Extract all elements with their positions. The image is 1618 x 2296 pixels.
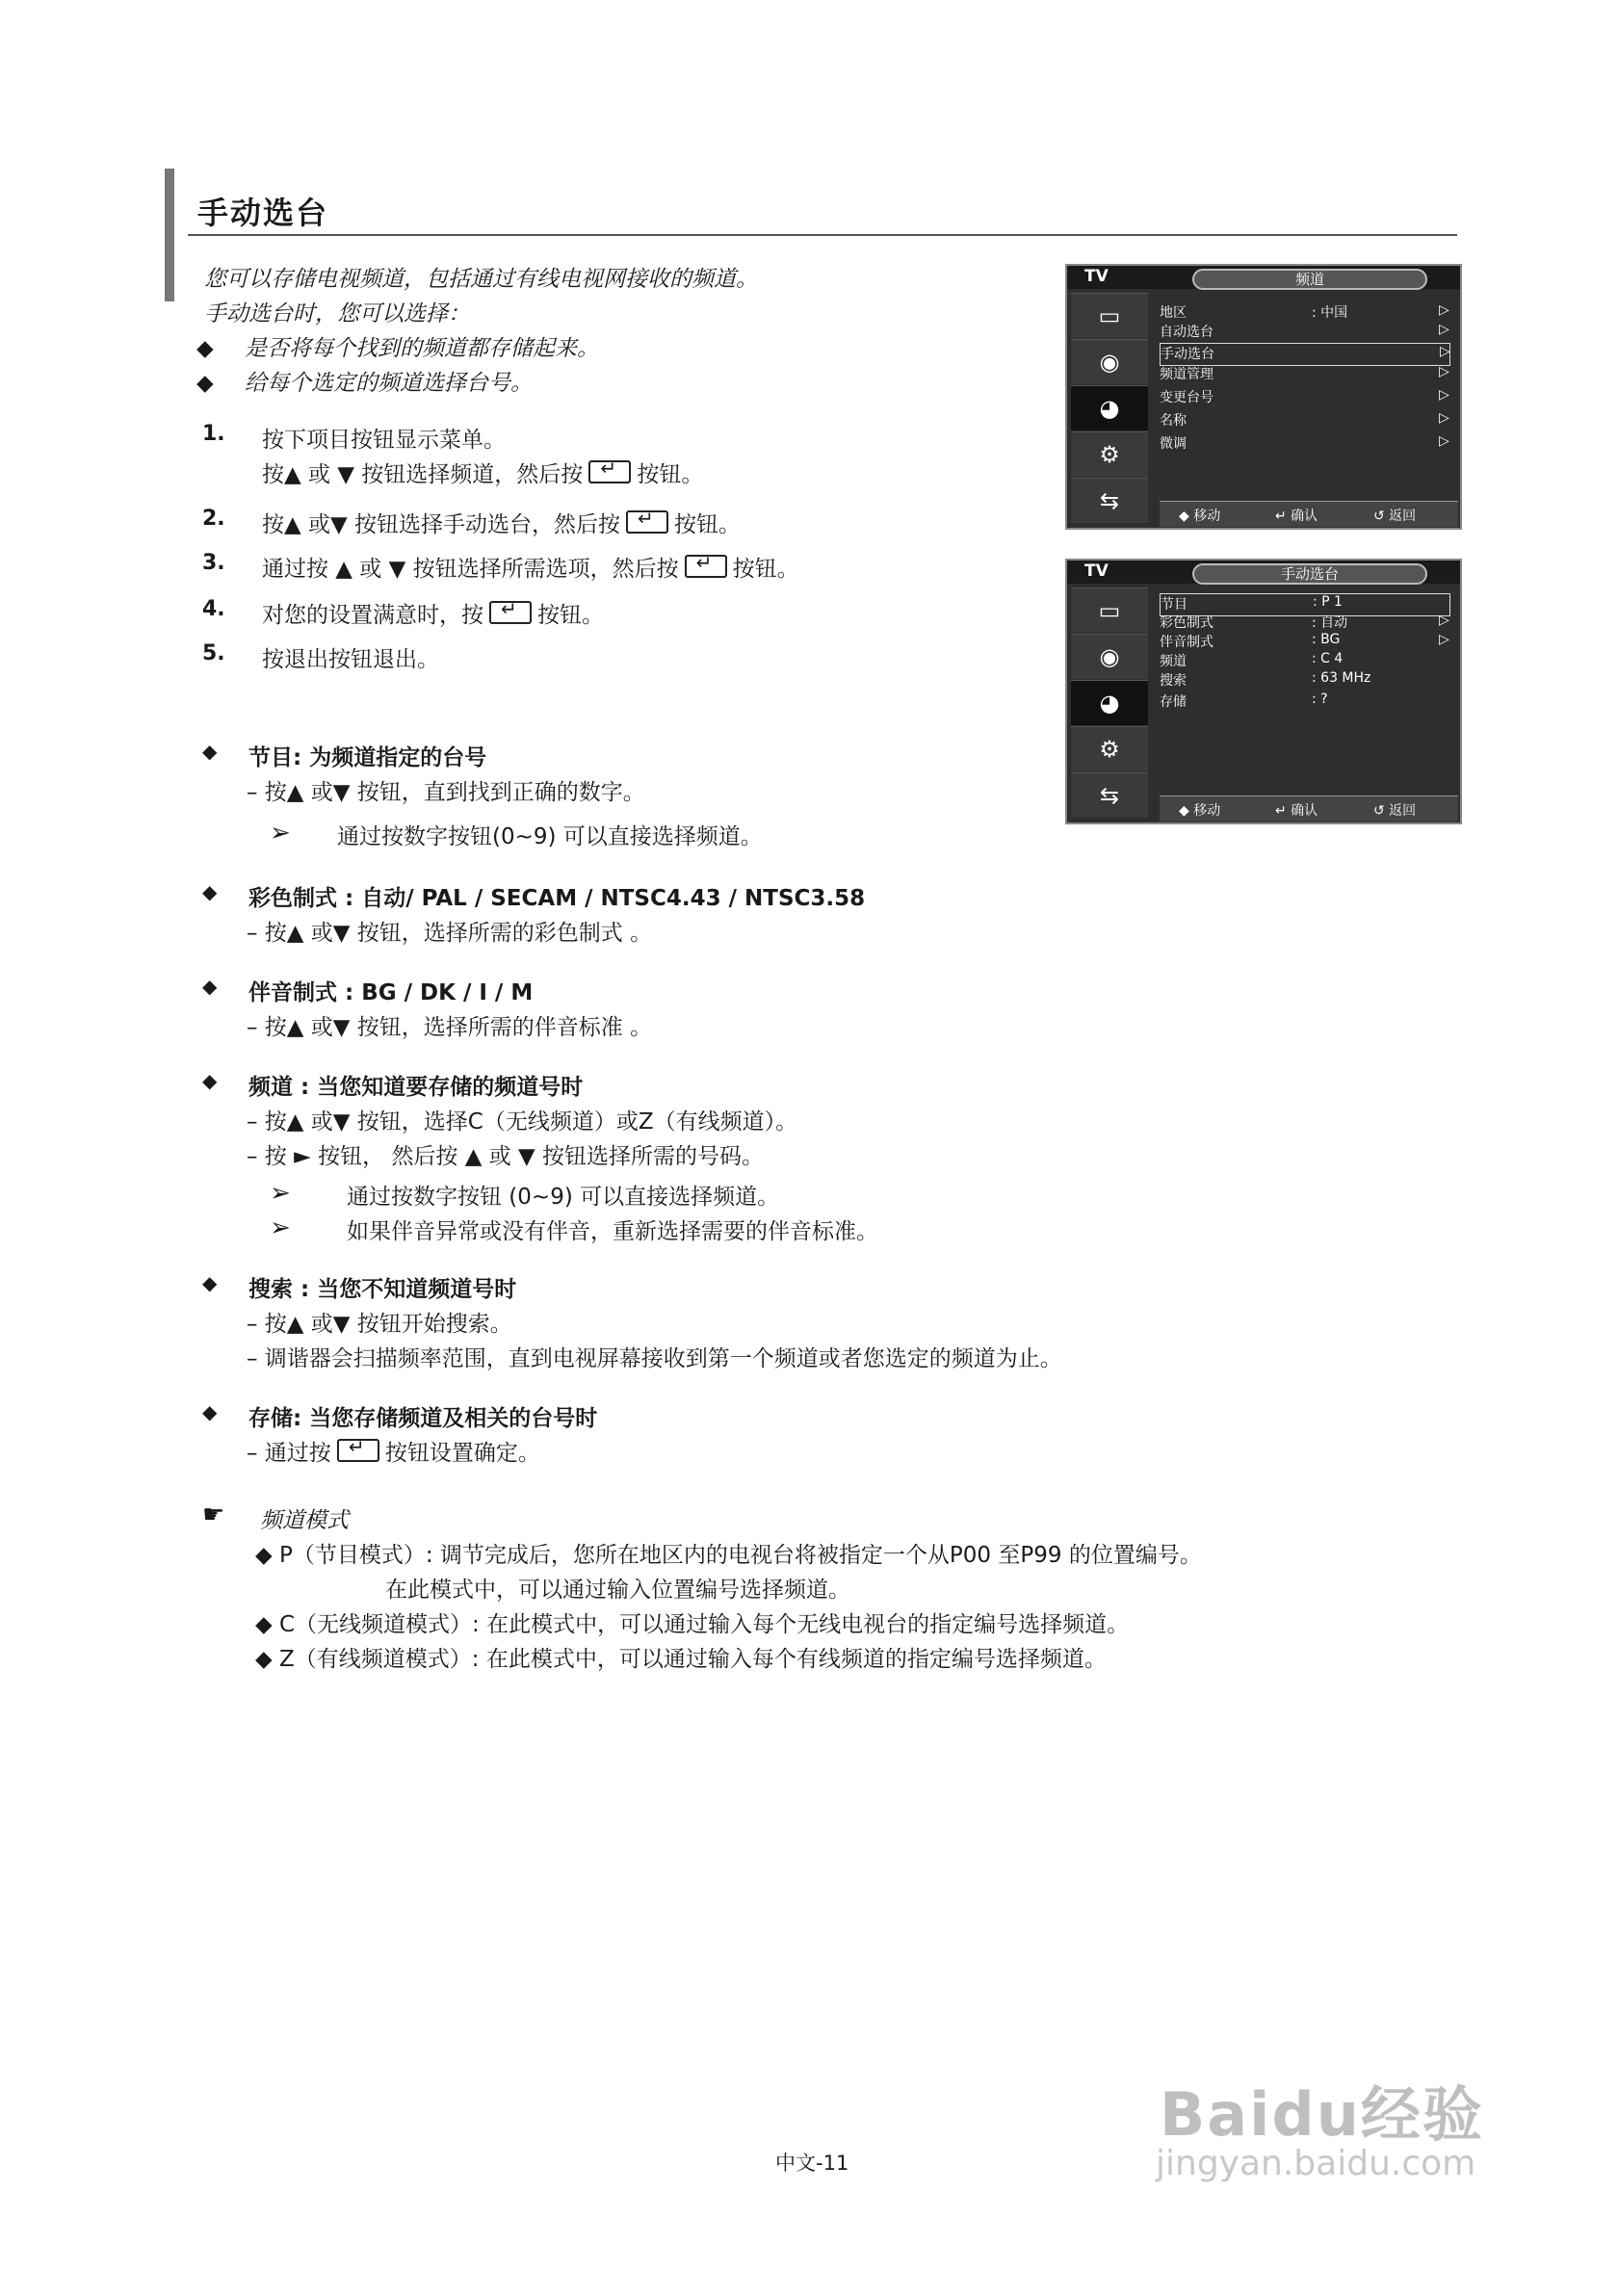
page-number: 中文-11 <box>775 2152 849 2175</box>
hand-pointer-icon: ☛ <box>202 1500 225 1529</box>
osd-title: 手动选台 <box>1192 563 1427 585</box>
diamond-icon: ◆ <box>196 371 214 396</box>
osd-menu-item[interactable]: 自动选台 ▷ <box>1160 322 1449 340</box>
picture-icon[interactable]: ▭ <box>1071 587 1148 633</box>
arrow-icon: ➢ <box>270 819 291 848</box>
title-divider <box>188 234 1457 236</box>
section-title: 手动选台 <box>197 195 329 231</box>
enter-hint: ↵ 确认 <box>1275 509 1318 524</box>
diamond-icon: ◆ <box>202 1271 218 1294</box>
arrow-icon: ➢ <box>270 1213 291 1242</box>
osd-menu-item-selected[interactable]: 手动选台 ▷ <box>1160 343 1450 366</box>
osd-channel-menu <box>1065 264 1462 530</box>
intro-line-1: 您可以存储电视频道，包括通过有线电视网接收的频道。 <box>204 267 758 292</box>
osd-menu-item[interactable]: 频道管理 ▷ <box>1160 364 1449 382</box>
channel-icon[interactable]: ◕ <box>1071 385 1148 430</box>
osd-menu-item-selected[interactable]: 节目 : P 1 <box>1160 593 1450 616</box>
arrow-icon: ➢ <box>270 1179 291 1208</box>
enter-key-icon <box>685 555 727 578</box>
input-icon[interactable]: ⇆ <box>1071 478 1148 523</box>
enter-key-icon <box>489 601 532 624</box>
osd-title: 频道 <box>1192 269 1427 290</box>
input-icon[interactable]: ⇆ <box>1071 772 1148 818</box>
osd-menu-item[interactable]: 伴音制式 : BG ▷ <box>1160 632 1449 650</box>
intro-line-2: 手动选台时，您可以选择： <box>204 301 470 326</box>
mode-p-detail: 在此模式中，可以通过输入位置编号选择频道。 <box>385 1578 850 1603</box>
intro-bullet-2: ◆ 给每个选定的频道选择台号。 <box>204 366 758 401</box>
watermark-url: jingyan.baidu.com <box>1156 2144 1476 2183</box>
picture-icon[interactable]: ▭ <box>1071 293 1148 338</box>
enter-key-icon <box>626 510 668 534</box>
mode-p: ◆ P（节目模式）: 调节完成后，您所在地区内的电视台将被指定一个从P00 至P99 的位置编号。 <box>255 1543 1202 1568</box>
sound-icon[interactable]: ◉ <box>1071 634 1148 679</box>
osd-source-label: TV <box>1084 561 1109 581</box>
enter-key-icon <box>337 1439 379 1462</box>
watermark-logo: Baidu经验 <box>1160 2079 1484 2150</box>
osd-footer <box>1160 501 1458 527</box>
enter-hint: ↵ 确认 <box>1275 803 1318 819</box>
osd-menu-item[interactable]: 名称 ▷ <box>1160 410 1449 429</box>
sound-icon[interactable]: ◉ <box>1071 339 1148 384</box>
channel-icon[interactable]: ◕ <box>1071 680 1148 725</box>
intro-block <box>196 262 758 401</box>
osd-menu-item[interactable]: 微调 ▷ <box>1160 433 1449 452</box>
osd-menu-item[interactable]: 彩色制式 : 自动 ▷ <box>1160 613 1449 631</box>
osd-manual-store-menu <box>1065 559 1462 824</box>
return-hint: ↺ 返回 <box>1373 803 1417 819</box>
mode-z: ◆ Z（有线频道模式）: 在此模式中，可以通过输入每个有线频道的指定编号选择频道。 <box>255 1647 1107 1672</box>
osd-source-label: TV <box>1084 267 1109 286</box>
osd-footer <box>1160 796 1458 822</box>
diamond-icon: ◆ <box>202 1400 218 1423</box>
enter-key-icon <box>588 460 631 483</box>
setup-gear-icon[interactable]: ⚙ <box>1071 726 1148 771</box>
osd-menu-item[interactable]: 地区 : 中国 ▷ <box>1160 302 1449 321</box>
diamond-icon: ◆ <box>202 740 218 763</box>
diamond-icon: ◆ <box>202 880 218 903</box>
osd-menu-item[interactable]: 变更台号 ▷ <box>1160 387 1449 405</box>
osd-menu-item[interactable]: 搜索 : 63 MHz <box>1160 670 1371 689</box>
intro-bullet-1: ◆ 是否将每个找到的频道都存储起来。 <box>204 331 758 366</box>
return-hint: ↺ 返回 <box>1373 509 1417 524</box>
move-hint: ◆ 移动 <box>1179 803 1221 819</box>
section-accent-bar <box>165 169 174 301</box>
move-hint: ◆ 移动 <box>1179 509 1221 524</box>
setup-gear-icon[interactable]: ⚙ <box>1071 431 1148 477</box>
diamond-icon: ◆ <box>202 1069 218 1092</box>
diamond-icon: ◆ <box>196 336 214 361</box>
diamond-icon: ◆ <box>202 975 218 998</box>
osd-menu-item[interactable]: 频道 : C 4 <box>1160 651 1344 669</box>
mode-c: ◆ C（无线频道模式）: 在此模式中，可以通过输入每个无线电视台的指定编号选择频道。 <box>255 1612 1130 1637</box>
mode-title: 频道模式 <box>260 1508 349 1533</box>
osd-menu-item[interactable]: 存储 : ? <box>1160 691 1328 710</box>
